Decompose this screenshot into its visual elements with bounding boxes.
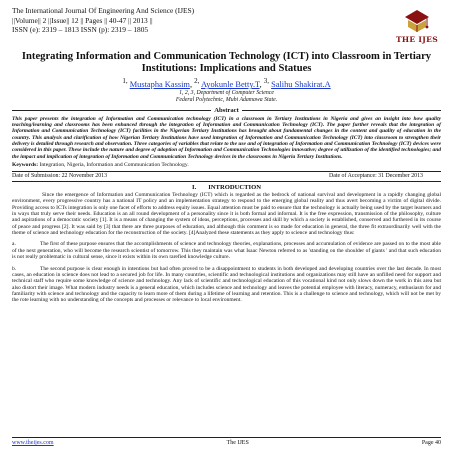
author-list: $^{1,}$ Mustapha Kassim, $^{2,}$ Ayokunle Betty.T, $^{3,}$ Salihu Shakirat.A	[122, 77, 331, 89]
footer-page-number: Page 40	[421, 440, 441, 446]
paragraph-text: The second purpose is clear enough in intentions but had often proved to be a disappointment to students in both developed and developing countries over the last decade. In most cases, an education in science does not lead to a secured job for life. In many countries, scientific and technological institutions and organizations may still have an unfilled need for support and technical staff who require some knowledge of science and technology. Any lack of scientific and technological education of this vocational kind not only slows down the work in this area but also distort their image. What modern industry needs is a general education, which includes science and technology and leaves the potential employee with literacy, numeracy, enthusiasm for and familiarity with science and technology and the capacity to learn more of them during a lifetime of learning and retention. This is a challenge to science and technology, which will not be met by the rote learning with no understanding of the concepts and processes or relevance to local environment.	[12, 265, 441, 304]
paragraph	[12, 241, 441, 260]
body-text	[12, 192, 441, 304]
keywords-text: Integration, Nigeria, Information and Communication Technology.	[39, 161, 189, 168]
author-sup: 3,	[263, 77, 269, 86]
author-name[interactable]: Ayokunle Betty.T	[201, 79, 260, 89]
abstract-heading: Abstract	[214, 107, 239, 115]
divider	[242, 110, 441, 111]
author-sup: 2,	[194, 77, 200, 86]
ijes-logo	[395, 8, 439, 48]
section-heading	[12, 184, 441, 192]
journal-name: The International Journal Of Engineering And Science (IJES)	[12, 6, 195, 15]
journal-volume: ||Volume|| 2 ||Issue|| 12 || Pages || 40-47 || 2013 ||	[12, 15, 153, 25]
footer-website-link[interactable]: www.theijes.com	[12, 440, 54, 446]
divider	[12, 110, 211, 111]
ijes-emblem-icon	[402, 8, 432, 36]
footer-journal: The IJES	[226, 440, 249, 446]
date-of-submission: Date of Submission: 22 November 2013	[12, 172, 108, 179]
divider	[12, 181, 441, 182]
list-marker: a.	[12, 241, 16, 248]
section-number: I.	[192, 183, 197, 191]
paragraph	[12, 266, 441, 304]
abstract-heading-rule	[12, 107, 441, 115]
list-marker: b.	[12, 265, 17, 272]
keywords-label: Keywords:	[12, 161, 39, 168]
keywords	[12, 162, 441, 169]
author-name[interactable]: Mustapha Kassim	[129, 79, 190, 89]
paragraph-text: The first of these purpose ensures that the accomplishments of science and technology theories, explanations, processes and accumulation of evidence are passed on to the most able of the next generation, who will become the research scientist of tomorrow. This they maintain was what Isaac Newton referred to as 'standing on the shoulder of giants ' and that such education is not really problematic in cultural sense, since it exists within its own rarefied knowledge culture.	[12, 241, 441, 261]
paragraph: Since the emergence of Information and Communication Technology (ICT) which is regarded as the bedrock of national survival and development in a rapidly changing global environment, every progressive country has a national IT policy and an implementation strategy to respond to the emerging global reality and thus avert becoming a victim of digital divide. Providing access to ICTs integration is only one facet of efforts to address equity issues. Equal attention must be paid to ensure that the technology is actually being used by the target learners and in ways that truly serve their needs. Education is an all round development of a personality since it is both formal and informal. It is the free expression, transmission of the philosophy, culture and aspirations of a democratic society [1]. It is a means of changing the system of ideas, perceptions, processes and skill by which a society is established, conserved and furthered in its course of peace and progress [2]. It was said by [3] that there are three purposes of education, and although this comment is so made for education in general, the three fit extraordinarily well with the theme of science and technology education for the reconstruction of the society. [4]Analyzed these statements as they apply to science and technology thus:	[12, 191, 441, 237]
author-sup: 1,	[122, 77, 128, 86]
affiliation-department: 1, 2, 3, Department of Computer Science	[179, 89, 274, 96]
page-footer	[12, 437, 441, 448]
paper-title: Integrating Information and Communication Technology (ICT) into Classroom in Tertiary Institutions: Implications and Statues	[21, 51, 432, 74]
author-name[interactable]: Salihu Shakirat.A	[271, 79, 331, 89]
submission-dates	[12, 172, 441, 180]
section-title: INTRODUCTION	[208, 183, 261, 191]
journal-header	[12, 6, 441, 46]
date-of-acceptance: Date of Acceptance: 31 December 2013	[328, 172, 423, 179]
logo-text: THE IJES	[395, 35, 439, 44]
affiliation-institution: Federal Polytechnic, Mubi Adamawa State.	[175, 96, 278, 103]
journal-issn: ISSN (e): 2319 – 1813 ISSN (p): 2319 – 1805	[12, 25, 149, 35]
abstract-text: This paper presents the integration of Information and Communication technology (ICT) in a classroom in Tertiary Institutions in Nigeria and gives an insight into how quality teaching/learning and classrooms has been enhanced through the integration of Information and Communication Technology (ICT). The paper further reveals that the integration of Information and Communication Technology (ICT) facilities in the Nigerian Tertiary Institutions has brought about fundamental changes in the content and quality of education in the country. This analysis and clarification of how Nigerian Tertiary Institutions have used integration of Information and Communication Technology (ICT) into classroom to strengthen their delivery is detailed through research and observation. Three categories of variables that relate to the use and of integration of Information and Communication Technology (ICT) devices were considered in this paper. These include the nature and degree of adoption of Information and Communication Technologies innovative; degree of utilization of the identified technologies; and the impact and implication of integration of Information and Communication Technology devices in the classrooms in Nigeria Tertiary Institutions.	[12, 115, 441, 160]
